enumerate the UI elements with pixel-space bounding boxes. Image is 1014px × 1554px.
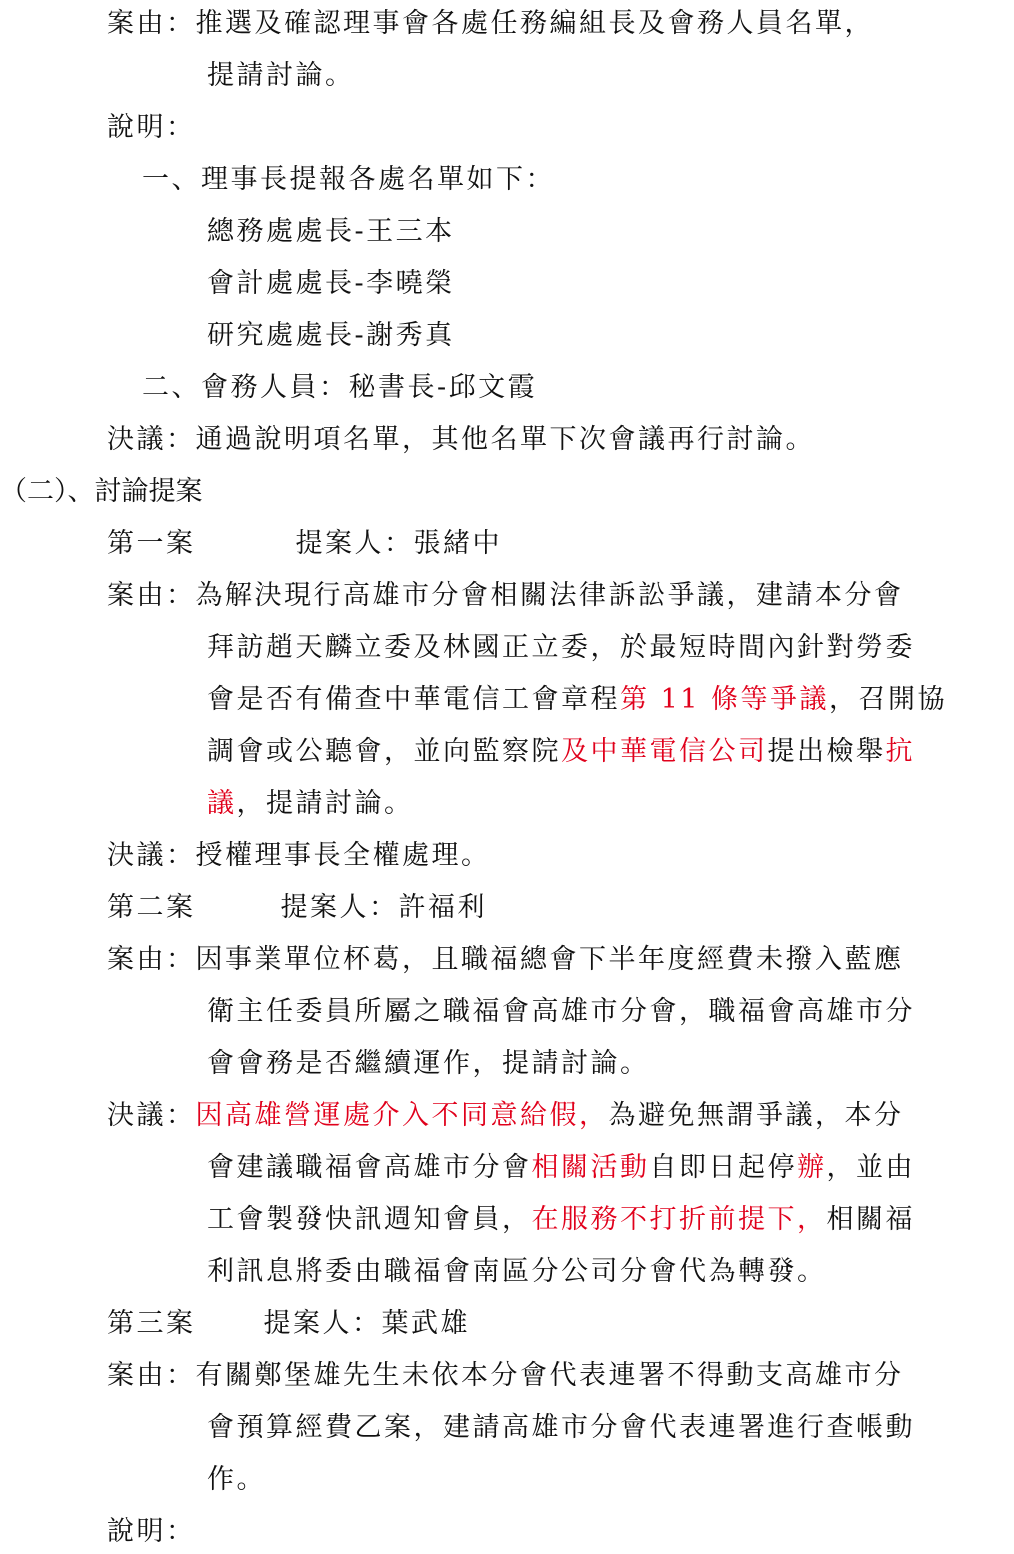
- resolution-line: 利訊息將委由職福會南區分公司分會代為轉發。: [207, 1256, 827, 1287]
- motion-subject-line: 案由：因事業單位杯葛，且職福總會下半年度經費未撥入藍應: [107, 944, 904, 975]
- explanation-heading: 說明：: [107, 112, 196, 143]
- motion-subject-line: 會預算經費乙案，建請高雄市分會代表連署進行查帳動: [207, 1412, 915, 1443]
- motion-subject-line: 案由：推選及確認理事會各處任務編組長及會務人員名單，: [107, 8, 874, 39]
- case-heading: 第二案 提案人：許福利: [107, 892, 487, 923]
- motion-subject-line: 調會或公聽會，並向監察院及中華電信公司提出檢舉抗: [207, 736, 915, 767]
- motion-subject-line: 會會務是否繼續運作，提請討論。: [207, 1048, 650, 1079]
- explanation-heading: 說明：: [107, 1516, 196, 1547]
- resolution-line: 決議：因高雄營運處介入不同意給假，為避免無謂爭議，本分: [107, 1100, 904, 1131]
- motion-subject-line: 會是否有備查中華電信工會章程第 11 條等爭議，召開協: [207, 684, 948, 715]
- motion-subject-line: 議，提請討論。: [207, 788, 414, 819]
- motion-subject-line: 作。: [207, 1464, 266, 1495]
- list-item: 一、理事長提報各處名單如下：: [142, 164, 555, 195]
- motion-subject-line: 提請討論。: [207, 60, 355, 91]
- resolution-line: 會建議職福會高雄市分會相關活動自即日起停辦，並由: [207, 1152, 915, 1183]
- list-item: 會計處處長-李曉榮: [207, 268, 455, 299]
- motion-subject-line: 拜訪趙天麟立委及林國正立委，於最短時間內針對勞委: [207, 632, 915, 663]
- resolution-line: 工會製發快訊週知會員，在服務不打折前提下，相關福: [207, 1204, 915, 1235]
- resolution-line: 決議：授權理事長全權處理。: [107, 840, 491, 871]
- list-item: 研究處處長-謝秀真: [207, 320, 455, 351]
- motion-subject-line: 案由：有關鄭堡雄先生未依本分會代表連署不得動支高雄市分: [107, 1360, 904, 1391]
- motion-subject-line: 衛主任委員所屬之職福會高雄市分會，職福會高雄市分: [207, 996, 915, 1027]
- motion-subject-line: 案由：為解決現行高雄市分會相關法律訴訟爭議，建請本分會: [107, 580, 904, 611]
- section-heading: （二）、討論提案: [0, 476, 203, 507]
- list-item: 二、會務人員：秘書長-邱文霞: [142, 372, 538, 403]
- resolution-line: 決議：通過說明項名單，其他名單下次會議再行討論。: [107, 424, 815, 455]
- case-heading: 第三案 提案人：葉武雄: [107, 1308, 470, 1339]
- case-heading: 第一案 提案人：張緒中: [107, 528, 502, 559]
- list-item: 總務處處長-王三本: [207, 216, 455, 247]
